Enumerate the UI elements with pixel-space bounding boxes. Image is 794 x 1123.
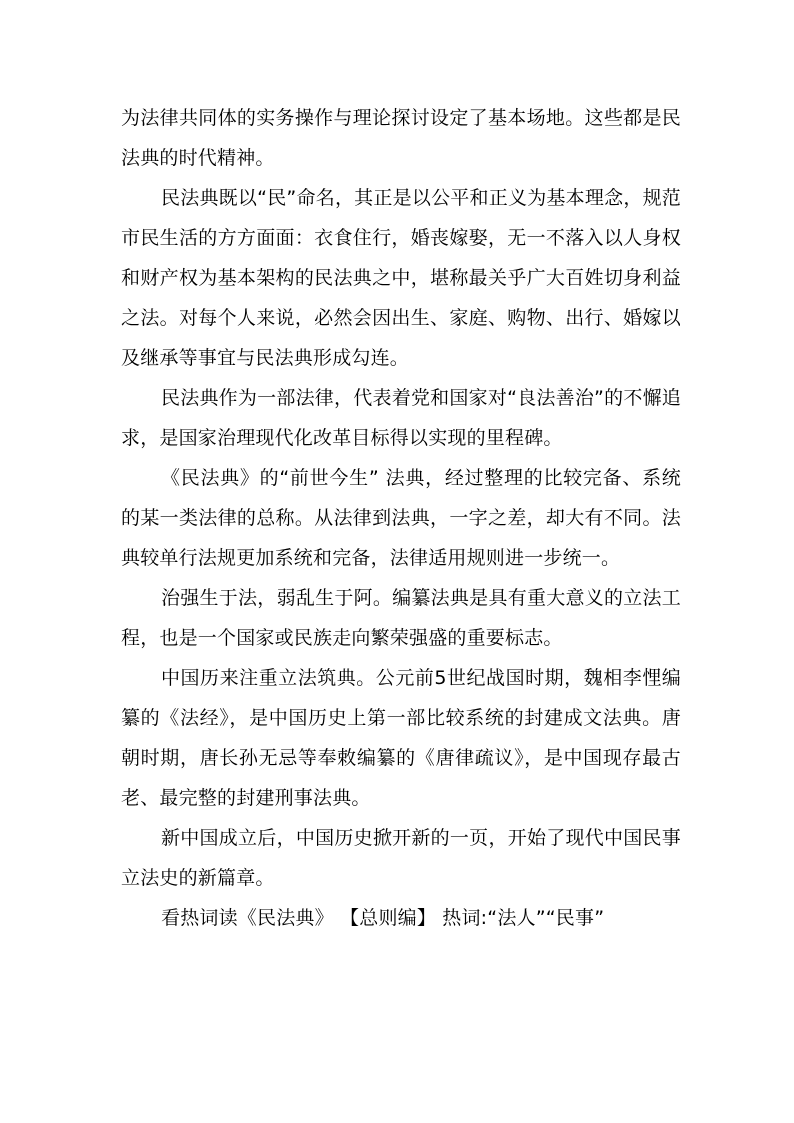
paragraph-rule-of-law: 治强生于法，弱乱生于阿。编纂法典是具有重大意义的立法工程，也是一个国家或民族走向繁荣强盛的重要标志。	[121, 587, 681, 649]
paragraph-civil-code-name: 民法典既以“民”命名，其正是以公平和正义为基本理念，规范市民生活的方方面面：衣食住行，婚丧嫁娶，无一不落入以人身权和财产权为基本架构的民法典之中，堪称最关乎广大百姓切身利益之法。对每个人来说，必然会因出生、家庭、购物、出行、婚嫁以及继承等事宜与民法典形成勾连。	[121, 187, 681, 369]
paragraph-legislative-history: 中国历来注重立法筑典。公元前5世纪战国时期，魏相李悝编纂的《法经》，是中国历史上第一部比较系统的封建成文法典。唐朝时期，唐长孙无忌等奉敕编纂的《唐律疏议》，是中国现存最古老、最完整的封建刑事法典。	[121, 667, 681, 809]
document-body	[121, 98, 681, 938]
paragraph-new-china: 新中国成立后，中国历史掀开新的一页，开始了现代中国民事立法史的新篇章。	[121, 827, 681, 889]
paragraph-good-law-governance: 民法典作为一部法律，代表着党和国家对“良法善治”的不懈追求，是国家治理现代化改革目标得以实现的里程碑。	[121, 387, 681, 449]
paragraph-hot-words: 看热词读《民法典》 【总则编】 热词:“法人”“民事”	[161, 907, 605, 929]
paragraph-past-and-present: 《民法典》的“前世今生” 法典，经过整理的比较完备、系统的某一类法律的总称。从法律到法典，一字之差，却大有不同。法典较单行法规更加系统和完备，法律适用规则进一步统一。	[121, 467, 681, 569]
paragraph-continuation: 为法律共同体的实务操作与理论探讨设定了基本场地。这些都是民法典的时代精神。	[121, 107, 681, 169]
